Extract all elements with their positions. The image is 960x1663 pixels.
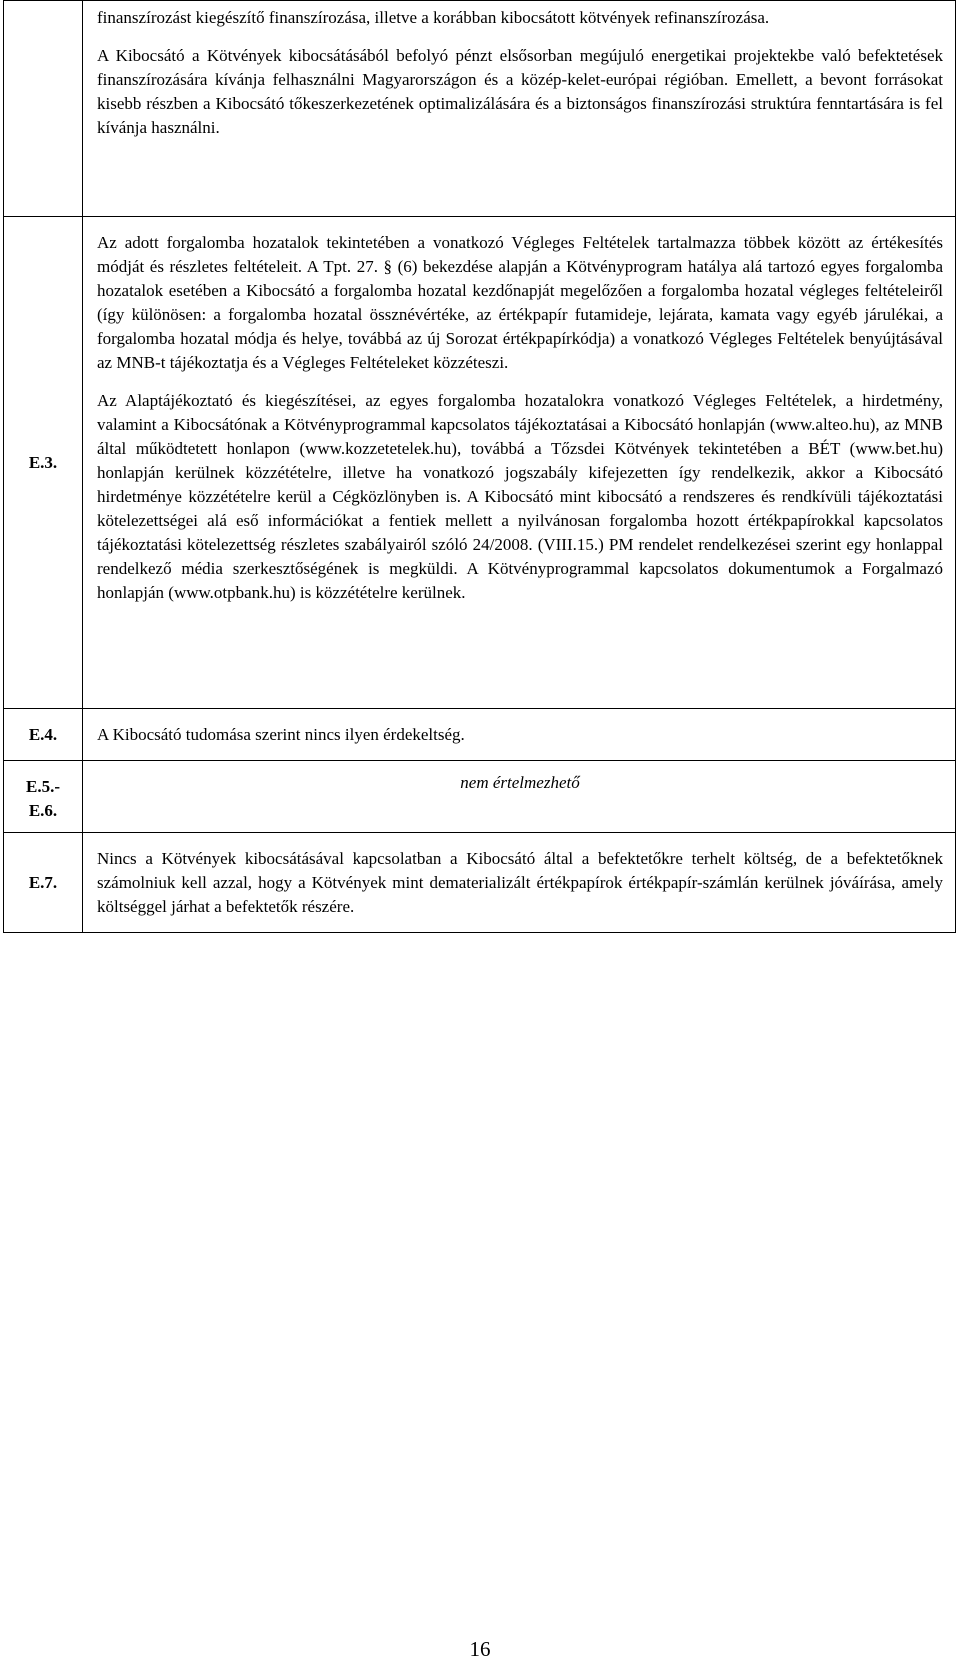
section-text <box>83 1 956 217</box>
section-text <box>83 761 956 833</box>
table-row <box>4 709 956 761</box>
paragraph: nem értelmezhető <box>460 773 580 792</box>
paragraph: finanszírozást kiegészítő finanszírozása, illetve a korábban kibocsátott kötvények refinanszírozása. <box>97 8 770 27</box>
section-text <box>83 217 956 709</box>
table-row <box>4 1 956 217</box>
section-text <box>83 833 956 933</box>
table-row <box>4 217 956 709</box>
paragraph: Az Alaptájékoztató és kiegészítései, az egyes forgalomba hozatalokra vonatkozó Végleges Feltételek, a hirdetmény, valamint a Kibocsátónak a Kötvényprogrammal kapcsolatos tájékoztatásai a Kibocsátó honlapján (www.alteo.hu), az MNB által működtetett honlapon (www.kozzetetelek.hu), továbbá a Tőzsdei Kötvények tekintetében a BÉT (www.bet.hu) honlapján kerülnek közzétételre, illetve ha vonatkozó jogszabály kifejezetten így rendelkezik, akkor a Kibocsátó hirdetménye közzétételre kerül a Cégközlönyben is. A Kibocsátó mint kibocsátó a rendszeres és rendkívüli tájékoztatási kötelezettségei alá eső információkat a fentiek mellett a nyilvánosan forgalomba hozott értékpapírokkal kapcsolatos tájékoztatási kötelezettség részletes szabályairól szóló 24/2008. (VIII.15.) PM rendelet rendelkezései szerint egy honlappal rendelkező média szerkesztőségének is megküldi. A Kötvényprogrammal kapcsolatos dokumentumok a Forgalmazó honlapján (www.otpbank.hu) is közzétételre kerülnek. <box>97 391 943 602</box>
paragraph: A Kibocsátó a Kötvények kibocsátásából befolyó pénzt elsősorban megújuló energetikai projektekbe való befektetések finanszírozására kívánja felhasználni Magyarországon és a közép-kelet-európai régióban. Emellett, a bevont forrásokat kisebb részben a Kibocsátó tőkeszerkezetének optimalizálására és a biztonságos finanszírozási struktúra fenntartására is fel kívánja használni. <box>97 46 943 137</box>
section-code <box>4 1 83 217</box>
section-code: E.7. <box>4 833 83 933</box>
summary-table <box>3 0 956 933</box>
paragraph: Az adott forgalomba hozatalok tekintetében a vonatkozó Végleges Feltételek tartalmazza többek között az értékesítés módját és részletes feltételeit. A Tpt. 27. § (6) bekezdése alapján a Kötvényprogram hatálya alá tartozó egyes forgalomba hozatalok esetében a Kibocsátó a forgalomba hozatal kezdőnapját megelőzően a forgalomba hozatal végleges feltételeiről (így különösen: a forgalomba hozatal össznévértéke, az értékpapír futamideje, lejárata, kamata vagy egyéb járulékai, a forgalomba hozatal módja és helye, továbbá az új Sorozat értékpapírkódja) a vonatkozó Végleges Feltételek benyújtásával az MNB-t tájékoztatja és a Végleges Feltételeket közzéteszi. <box>97 233 943 372</box>
table-row <box>4 833 956 933</box>
section-code: E.3. <box>4 217 83 709</box>
section-code-label: E.5.- E.6. <box>26 776 60 820</box>
table-row <box>4 761 956 833</box>
paragraph: Nincs a Kötvények kibocsátásával kapcsolatban a Kibocsátó által a befektetőkre terhelt költség, de a befektetőknek számolniuk kell azzal, hogy a Kötvények mint dematerializált értékpapírok értékpapír-számlán kerülnek jóváírása, amely költséggel járhat a befektetők részére. <box>97 848 943 916</box>
page-number: 16 <box>469 1637 491 1661</box>
paragraph: A Kibocsátó tudomása szerint nincs ilyen érdekeltség. <box>97 724 465 744</box>
section-code: E.4. <box>4 709 83 761</box>
section-text <box>83 709 956 761</box>
section-code <box>4 761 83 833</box>
